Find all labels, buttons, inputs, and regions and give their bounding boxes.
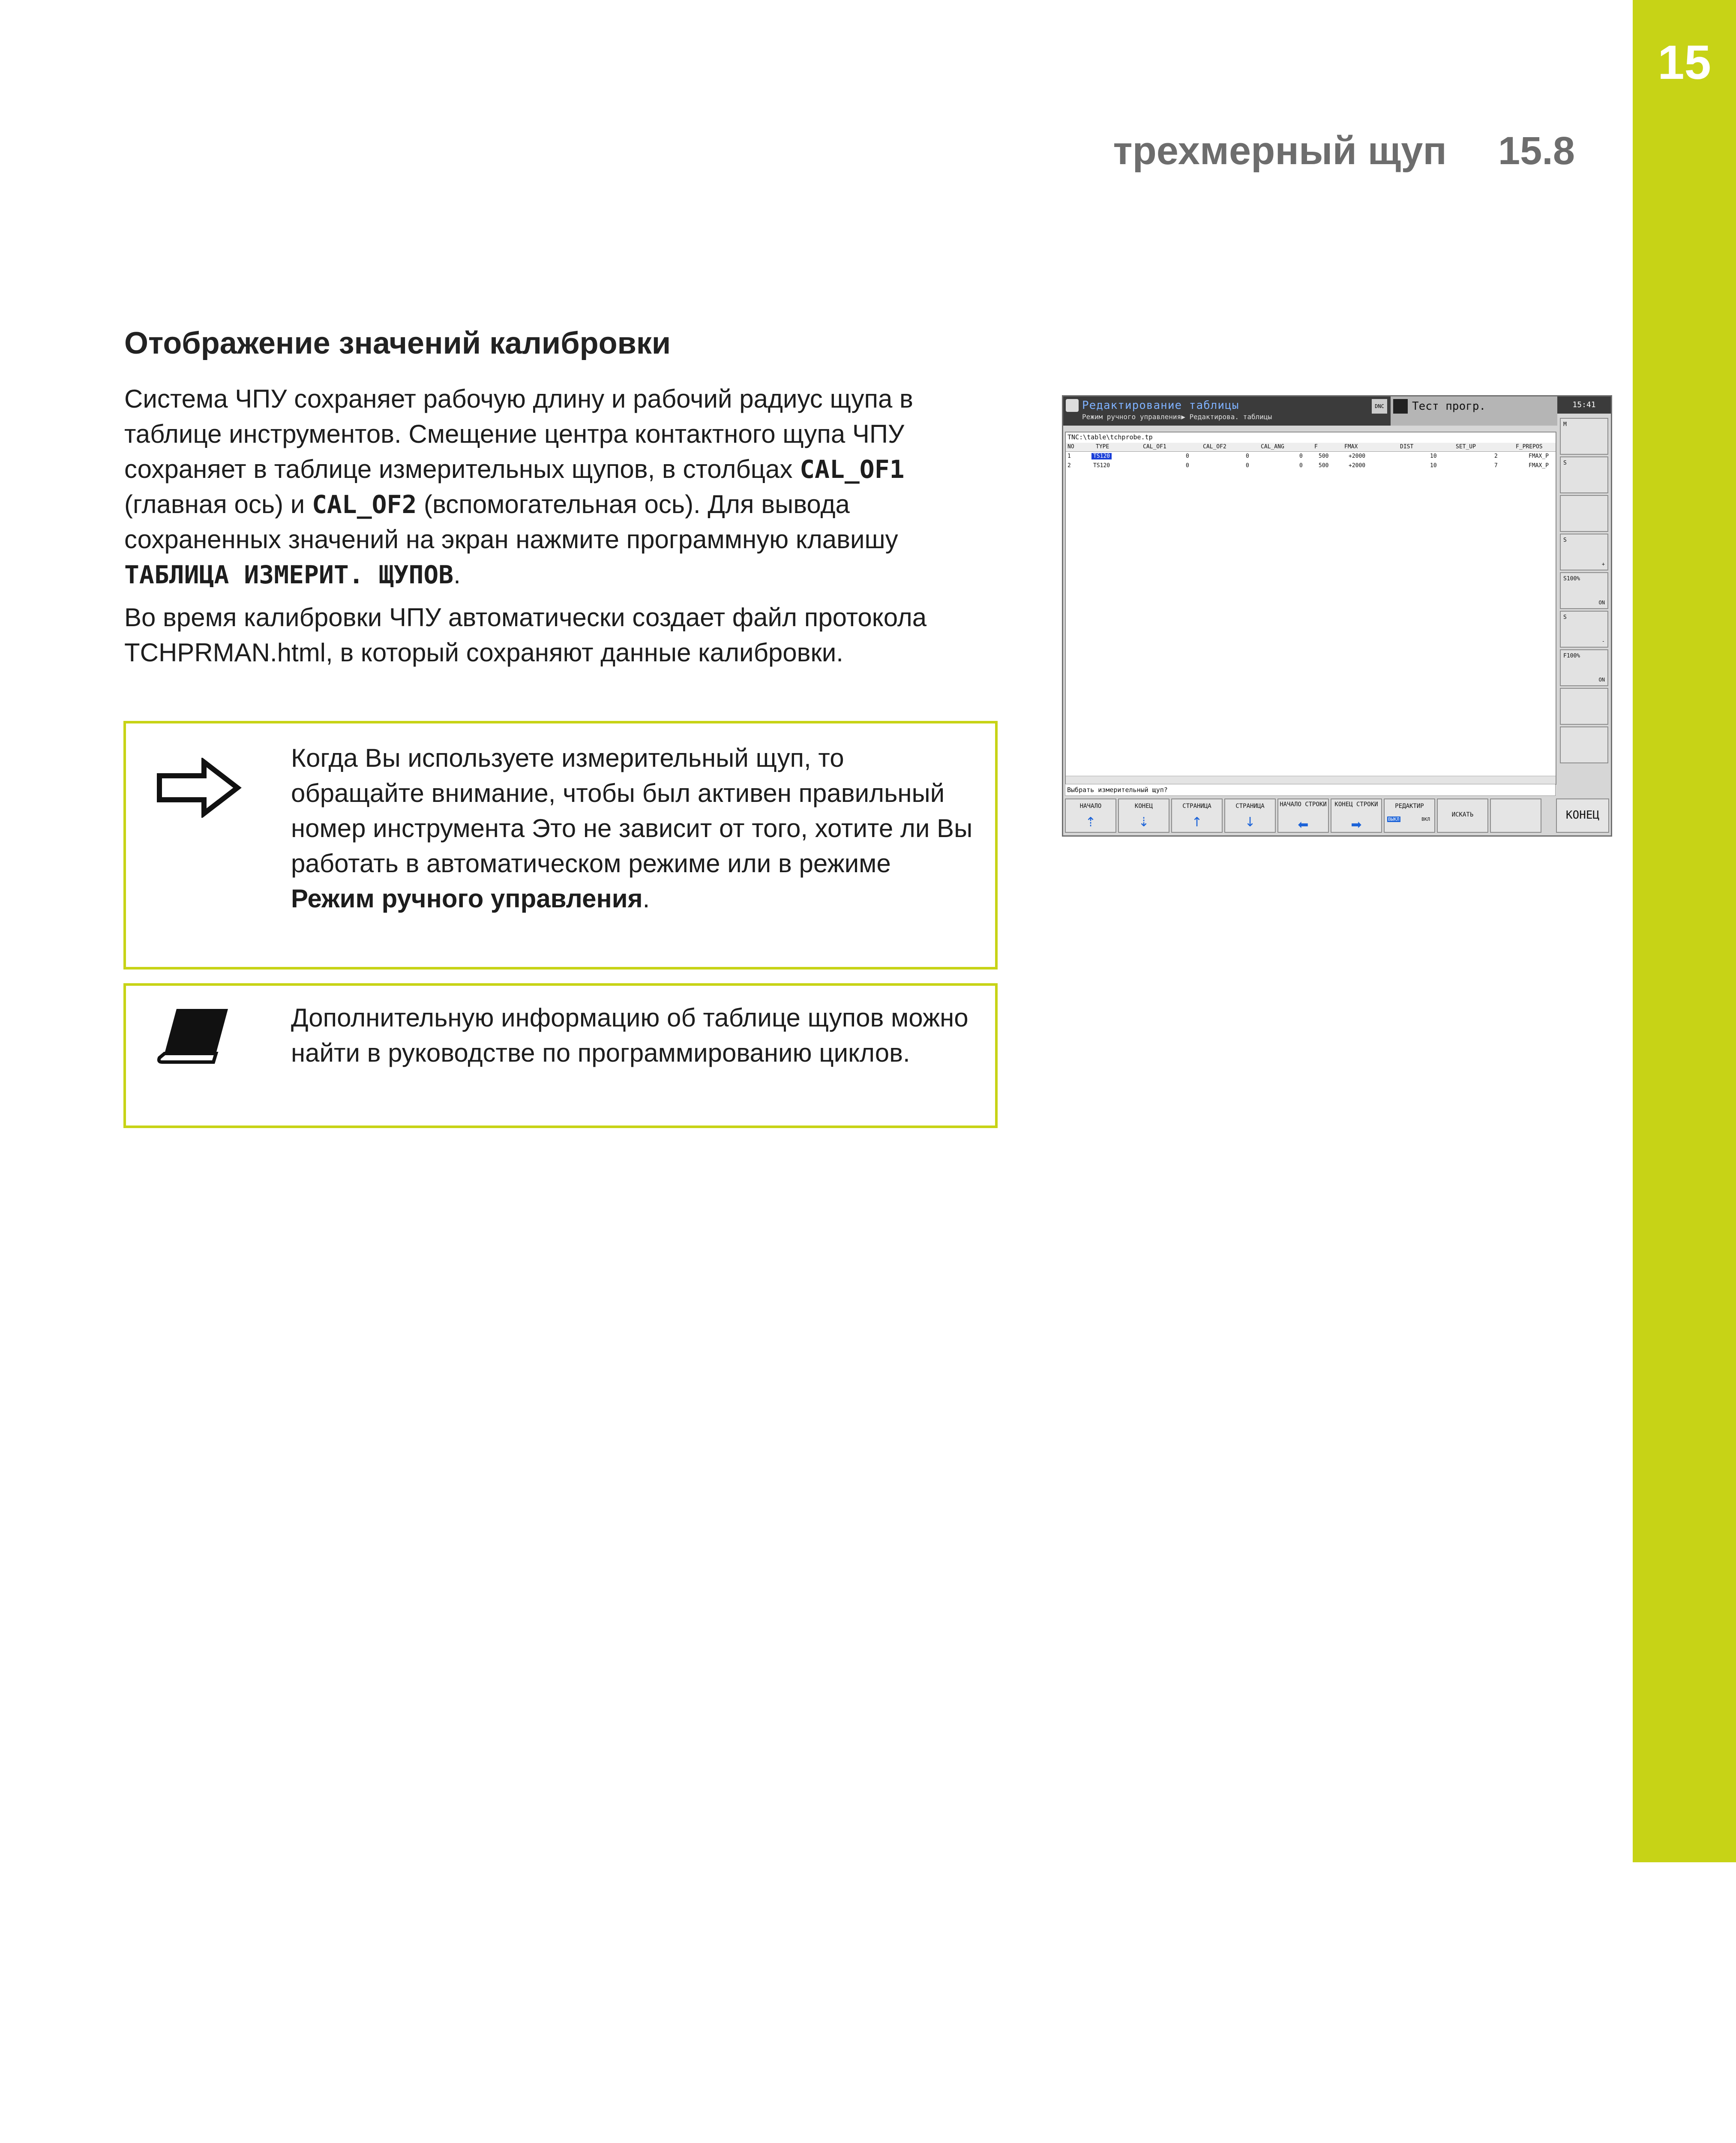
col-header: FMAX bbox=[1344, 444, 1358, 450]
arrow-right-icon bbox=[156, 758, 242, 820]
screen-title: Редактирование таблицы bbox=[1082, 399, 1239, 412]
cell: 1 bbox=[1067, 453, 1071, 459]
note-box-info bbox=[123, 983, 998, 1128]
side-key-state: ON bbox=[1598, 677, 1605, 683]
manual-mode-icon bbox=[1066, 399, 1079, 412]
col-header: CAL_OF1 bbox=[1143, 444, 1166, 450]
col-header: NO bbox=[1067, 444, 1074, 450]
side-key-label: S100% bbox=[1563, 576, 1580, 582]
note-text bbox=[291, 741, 978, 916]
col-header: SET_UP bbox=[1456, 444, 1476, 450]
softkey-label: КОНЕЦ СТРОКИ bbox=[1334, 801, 1378, 808]
cell: +2000 bbox=[1349, 462, 1366, 469]
side-key-state: + bbox=[1601, 561, 1605, 567]
side-key[interactable] bbox=[1560, 495, 1608, 532]
col-header: CAL_OF2 bbox=[1203, 444, 1226, 450]
cell: 0 bbox=[1246, 462, 1249, 469]
cell: +2000 bbox=[1349, 453, 1366, 459]
file-path: TNC:\table\tchprobe.tp bbox=[1067, 433, 1153, 441]
arrow-up-icon: ⇡ bbox=[1085, 815, 1096, 830]
paragraph-1 bbox=[124, 381, 1007, 592]
side-key[interactable] bbox=[1560, 456, 1608, 493]
cell: FMAX_P bbox=[1529, 462, 1549, 469]
softkey-exit[interactable] bbox=[1556, 798, 1609, 833]
cell: TS120 bbox=[1093, 462, 1110, 469]
text: (вспомогательная ось). Для вывода сохраненных значений на экран нажмите программную клавишу bbox=[124, 490, 898, 554]
code-cal-of1: CAL_OF1 bbox=[800, 455, 905, 484]
softkey-label: РЕДАКТИР bbox=[1395, 803, 1424, 810]
softkey-bar bbox=[1063, 796, 1611, 835]
cell: 0 bbox=[1299, 462, 1303, 469]
softkey-page-up[interactable] bbox=[1171, 798, 1223, 833]
side-key[interactable] bbox=[1560, 572, 1608, 609]
side-key[interactable] bbox=[1560, 649, 1608, 686]
code-cal-of2: CAL_OF2 bbox=[312, 490, 417, 519]
softkey-line-end[interactable] bbox=[1331, 798, 1382, 833]
side-key-label: S bbox=[1563, 460, 1567, 466]
softkey-name: ТАБЛИЦА ИЗМЕРИТ. ЩУПОВ bbox=[124, 560, 454, 589]
softkey-label: СТРАНИЦА bbox=[1182, 803, 1211, 810]
cell: 0 bbox=[1186, 453, 1189, 459]
side-softkeys bbox=[1557, 414, 1611, 782]
softkey-label: НАЧАЛО СТРОКИ bbox=[1280, 801, 1327, 808]
col-header: CAL_ANG bbox=[1261, 444, 1284, 450]
cell: 10 bbox=[1430, 462, 1437, 469]
col-header: TYPE bbox=[1096, 444, 1109, 450]
cell: 10 bbox=[1430, 453, 1437, 459]
softkey-label: СТРАНИЦА bbox=[1235, 803, 1265, 810]
cell: 0 bbox=[1299, 453, 1303, 459]
screen-title-bar bbox=[1063, 396, 1557, 426]
softkey-label: ИСКАТЬ bbox=[1451, 811, 1474, 818]
clock: 15:41 bbox=[1557, 396, 1611, 414]
side-key-label: S bbox=[1563, 537, 1567, 543]
text: . bbox=[453, 560, 461, 589]
table-editor[interactable] bbox=[1065, 432, 1556, 785]
softkey-end[interactable] bbox=[1118, 798, 1169, 833]
side-key[interactable] bbox=[1560, 418, 1608, 455]
softkey-label: КОНЕЦ bbox=[1565, 809, 1600, 822]
cell: 0 bbox=[1186, 462, 1189, 469]
softkey-line-begin[interactable] bbox=[1277, 798, 1329, 833]
side-key-label: F100% bbox=[1563, 653, 1580, 659]
edit-on-state: ВКЛ bbox=[1421, 816, 1430, 822]
cell: FMAX_P bbox=[1529, 453, 1549, 459]
section-heading: Отображение значений калибровки bbox=[124, 326, 671, 360]
arrow-up-icon: ↑ bbox=[1191, 815, 1202, 830]
side-key-state: ON bbox=[1598, 600, 1605, 606]
cell: 7 bbox=[1494, 462, 1498, 469]
col-header: F bbox=[1314, 444, 1318, 450]
paragraph-2: Во время калибровки ЧПУ автоматически создает файл протокола TCHPRMAN.html, в который сохраняют данные калибровки. bbox=[124, 603, 927, 667]
table-row[interactable] bbox=[1066, 452, 1556, 461]
col-header: DIST bbox=[1400, 444, 1414, 450]
program-mode[interactable] bbox=[1391, 396, 1557, 426]
status-line bbox=[1065, 784, 1556, 796]
softkey-label: КОНЕЦ bbox=[1134, 803, 1153, 810]
note-box-hint bbox=[123, 721, 998, 969]
screen-subtitle: Режим ручного управления▶ Редактирова. таблицы bbox=[1082, 413, 1272, 421]
chapter-number: 15 bbox=[1658, 36, 1711, 89]
note-text: Дополнительную информацию об таблице щупов можно найти в руководстве по программированию циклов. bbox=[291, 1003, 968, 1067]
cell: 500 bbox=[1319, 462, 1329, 469]
side-key[interactable] bbox=[1560, 726, 1608, 763]
side-key[interactable] bbox=[1560, 534, 1608, 570]
header-title: трехмерный щуп bbox=[1113, 129, 1447, 173]
side-key-state: - bbox=[1601, 638, 1605, 644]
header-section: 15.8 bbox=[1498, 129, 1575, 173]
side-key[interactable] bbox=[1560, 688, 1608, 725]
softkey-begin[interactable] bbox=[1065, 798, 1116, 833]
program-mode-label: Тест прогр. bbox=[1412, 400, 1486, 413]
chapter-tab bbox=[1633, 0, 1736, 1862]
book-icon bbox=[156, 1005, 233, 1072]
softkey-page-down[interactable] bbox=[1224, 798, 1276, 833]
page-header bbox=[1113, 129, 1575, 174]
side-key[interactable] bbox=[1560, 611, 1608, 648]
col-header: F_PREPOS bbox=[1516, 444, 1543, 450]
arrow-right-icon: ➡ bbox=[1351, 817, 1362, 832]
edit-off-state: ВЫКЛ bbox=[1388, 816, 1400, 822]
side-key-label: M bbox=[1563, 421, 1567, 428]
cell: 0 bbox=[1246, 453, 1249, 459]
cell: 2 bbox=[1494, 453, 1498, 459]
status-text: Выбрать измерительный щуп? bbox=[1067, 786, 1168, 794]
mode-name: Режим ручного управления bbox=[291, 884, 643, 913]
cell-selected[interactable]: TS120 bbox=[1091, 453, 1112, 459]
text: (главная ось) и bbox=[124, 490, 312, 519]
softkey-search[interactable] bbox=[1437, 798, 1488, 833]
cell: 2 bbox=[1067, 462, 1071, 469]
arrow-down-icon: ↓ bbox=[1244, 815, 1256, 830]
text: . bbox=[642, 884, 650, 913]
text: Когда Вы используете измерительный щуп, то обращайте внимание, чтобы был активен правильный номер инструмента Это не зависит от того, хотите ли Вы работать в автоматическом режиме или в режиме bbox=[291, 744, 973, 878]
table-header bbox=[1066, 443, 1556, 452]
softkey-label: НАЧАЛО bbox=[1079, 803, 1102, 810]
side-key-label: S bbox=[1563, 614, 1567, 621]
dnc-icon: DNC bbox=[1372, 399, 1387, 414]
cell: 500 bbox=[1319, 453, 1329, 459]
arrow-left-icon: ⬅ bbox=[1298, 817, 1309, 832]
play-icon bbox=[1393, 399, 1408, 414]
softkey-empty[interactable] bbox=[1490, 798, 1541, 833]
tnc-screenshot bbox=[1062, 395, 1612, 837]
table-row[interactable] bbox=[1066, 462, 1556, 470]
softkey-edit[interactable] bbox=[1384, 798, 1435, 833]
text: Система ЧПУ сохраняет рабочую длину и рабочий радиус щупа в таблице инструментов. Смещение центра контактного щупа ЧПУ сохраняет в таблице измерительных щупов, в столбцах bbox=[124, 384, 913, 483]
horizontal-scrollbar[interactable] bbox=[1066, 776, 1556, 784]
arrow-down-icon: ⇣ bbox=[1138, 815, 1149, 830]
